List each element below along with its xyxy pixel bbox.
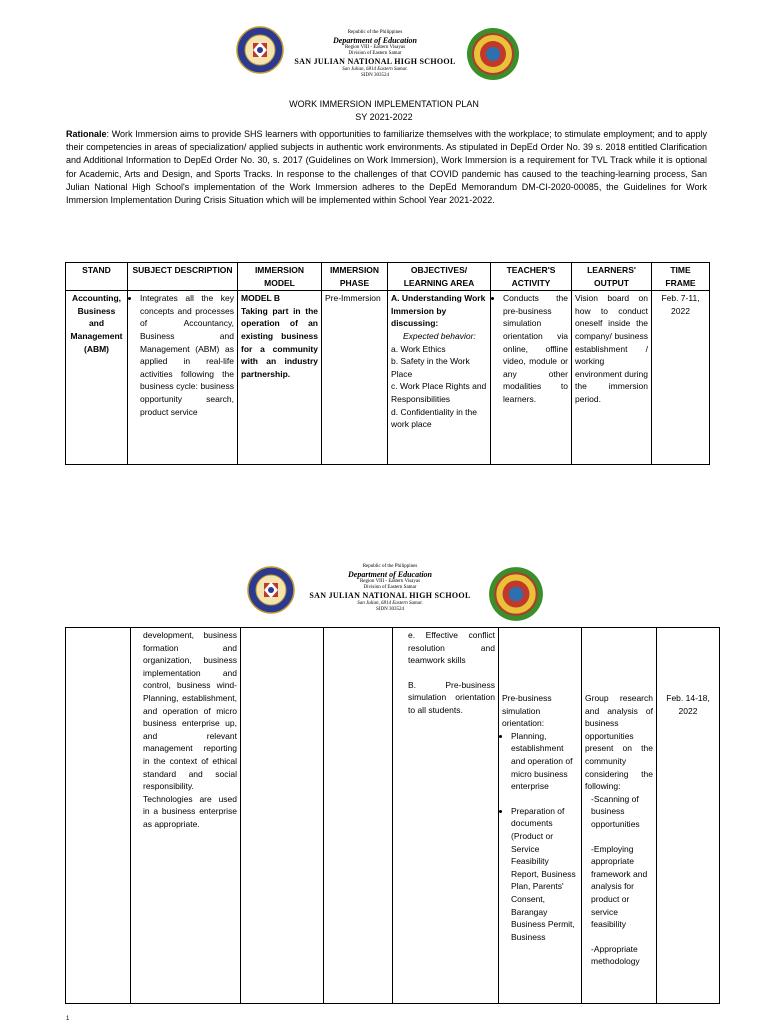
cell-teacher-continued <box>499 628 582 1004</box>
rationale-paragraph <box>66 128 707 207</box>
model-text: Taking part in the operation of an existing business for a community with an industry partnership. <box>241 305 318 379</box>
page-number: 1 <box>66 1016 70 1022</box>
cell-stand: Accounting, Business and Management (ABM) <box>66 291 128 465</box>
header-text-block <box>280 30 470 79</box>
header-stand: STAND <box>66 263 128 291</box>
department-line: Department of Education <box>332 36 417 45</box>
subject-text: • Integrates all the key concepts and processes of Accountancy, Business and Management (ABM) as applied in real-life activities following the business cycle: business opportunity search, product service <box>140 292 234 418</box>
school-year: SY 2021-2022 <box>355 112 413 122</box>
deped-seal-icon <box>247 566 295 614</box>
cell-learners: Vision board on how to conduct oneself inside the company/ business establishment / working environment during the immersion period. <box>572 291 652 465</box>
rationale-label: Rationale <box>66 129 107 139</box>
cell-time: Feb. 7-11, 2022 <box>652 291 710 465</box>
header-objectives: OBJECTIVES/ LEARNING AREA <box>388 263 491 291</box>
objective-item: a. Work Ethics <box>391 343 446 354</box>
cell-stand-empty <box>66 628 131 1004</box>
objective-e: e. Effective conflict resolution and teamwork skills <box>408 630 495 666</box>
objective-a: A. Understanding Work Immersion by discussing: <box>391 293 486 329</box>
cell-objectives-continued <box>393 628 499 1004</box>
school-seal <box>465 26 521 82</box>
sidn-line: SIDN 303524 <box>376 607 404 612</box>
objective-b: B. Pre-business simulation orientation to all students. <box>408 679 495 715</box>
cell-phase: Pre-Immersion <box>322 291 388 465</box>
header-time: TIME FRAME <box>652 263 710 291</box>
learners-item: Group research and analysis of business opportunities present on the community considering the following: <box>585 693 653 792</box>
cell-time-continued <box>657 628 720 1004</box>
school-address: San Julian, 6814 Eastern Samar. <box>342 67 408 72</box>
teacher-intro: Pre-business simulation orientation: <box>502 693 552 729</box>
objective-item: d. Confidentiality in the work place <box>391 406 477 430</box>
cell-model <box>238 291 322 465</box>
republic-line: Republic of the Philippines <box>347 30 403 35</box>
header-subject: SUBJECT DESCRIPTION <box>128 263 238 291</box>
plan-table-page1 <box>65 262 710 465</box>
objective-item: b. Safety in the Work Place <box>391 356 470 379</box>
deped-seal <box>247 566 295 614</box>
deped-seal-icon <box>236 26 284 74</box>
header-text-block <box>290 564 490 613</box>
cell-phase-empty <box>324 628 393 1004</box>
header-phase: IMMERSION PHASE <box>322 263 388 291</box>
teacher-text: • Conducts the pre-business simulation orientation via online, offline video, module or any other modalities to learners. <box>503 292 568 405</box>
cell-subject-continued: development, business formation and organization, business implementation and control, business wind- Planning, establishment, and operation of micro business enterprise up, and relevant management reporting in the context of ethical standard and social responsibility. Technologies are used in a business enterprise as appropriate. <box>131 628 241 1004</box>
plan-table-page2 <box>65 627 720 1004</box>
school-seal-icon <box>465 26 521 82</box>
cell-learners-continued <box>582 628 657 1004</box>
cell-objectives <box>388 291 491 465</box>
cell-model-empty <box>241 628 324 1004</box>
sidn-line: SIDN 303524 <box>361 73 389 78</box>
teacher-item: • Planning, establishment and operation of micro business enterprise <box>511 730 578 793</box>
time-frame: Feb. 14-18, 2022 <box>666 693 710 716</box>
cell-subject <box>128 291 238 465</box>
header-teacher: TEACHER'S ACTIVITY <box>491 263 572 291</box>
region-line: Region VIII - Eastern Visayas <box>344 45 406 50</box>
teacher-item: • Preparation of documents (Product or Service Feasibility Report, Business Plan, Parents' Consent, Barangay Business Permit, Business <box>511 805 578 944</box>
model-title: MODEL B <box>241 293 281 304</box>
republic-line: Republic of the Philippines <box>362 564 418 569</box>
division-line: Division of Eastern Samar <box>363 585 417 590</box>
region-line: Region VIII - Eastern Visayas <box>359 579 421 584</box>
document-title: WORK IMMERSION IMPLEMENTATION PLAN <box>289 99 479 109</box>
expected-behavior: Expected behavior: <box>403 330 476 341</box>
school-name: SAN JULIAN NATIONAL HIGH SCHOOL <box>294 57 456 66</box>
cell-teacher <box>491 291 572 465</box>
learners-item: -Appropriate methodology <box>591 943 640 967</box>
division-line: Division of Eastern Samar <box>348 51 402 56</box>
learners-item: -Scanning of business opportunities <box>591 793 640 829</box>
department-line: Department of Education <box>347 570 432 579</box>
school-address: San Julian, 6814 Eastern Samar. <box>357 601 423 606</box>
school-name: SAN JULIAN NATIONAL HIGH SCHOOL <box>309 591 471 600</box>
school-seal-icon <box>487 565 545 623</box>
learners-item: -Employing appropriate framework and analysis for product or service feasibility <box>591 843 648 930</box>
school-seal <box>487 565 545 623</box>
header-model: IMMERSION MODEL <box>238 263 322 291</box>
deped-seal <box>236 26 284 74</box>
rationale-text: : Work Immersion aims to provide SHS learners with opportunities to familiarize themselves with the workplace; to stimulate employment; and to apply their competencies in areas of specialization/ applied subjects in authentic work environments. As stipulated in DepEd Order No. 39 s. 2018 entitled Clarification and Additional Information to DepEd Order No. 30, s. 2017 (Guidelines on Work Immersion), Work Immersion is a requirement for TVL Track while it is optional for Academic, Arts and Design, and Sports Tracks. In response to the challenges of that COVID pandemic has caused to the teaching-learning process, San Julian National High School's implementation of the Work Immersion adheres to the DepEd Memorandum DM-CI-2020-00085, the Guidelines for Work Immersion Implementation During Crisis Situation which will be implemented within School Year 2021-2022. <box>66 129 707 206</box>
header-learners: LEARNERS' OUTPUT <box>572 263 652 291</box>
objective-item: c. Work Place Rights and Responsibilities <box>391 381 487 404</box>
